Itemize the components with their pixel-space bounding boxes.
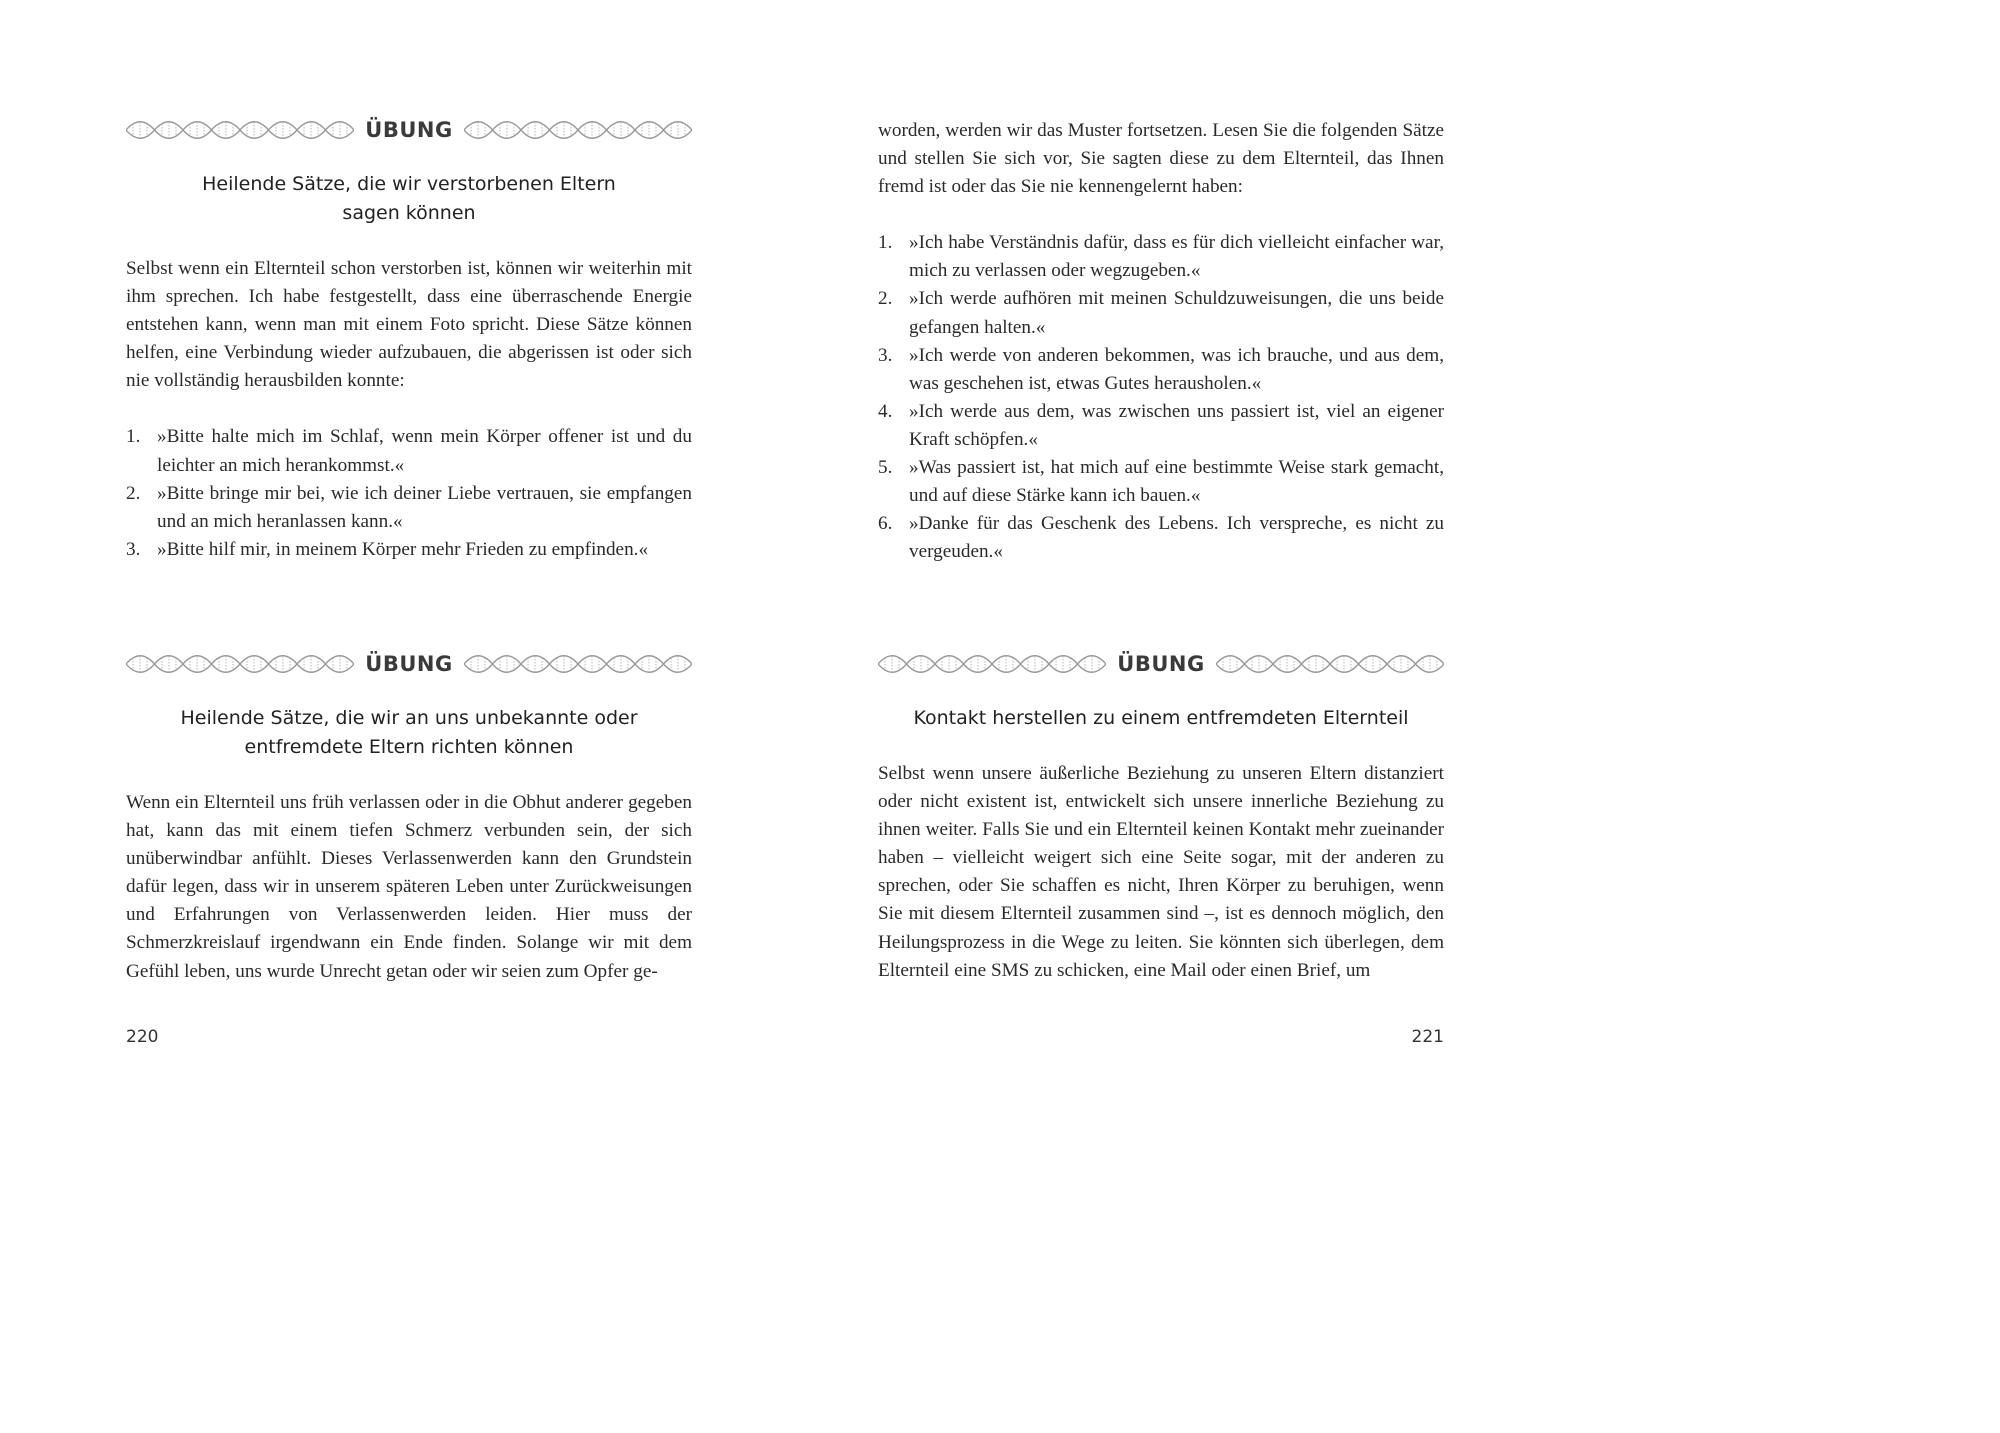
dna-helix-ornament-icon [126,118,354,142]
exercise-3 [878,647,1444,985]
list-item [878,229,1444,285]
left-page [126,0,692,1117]
continuation-text: worden, werden wir das Muster fortsetzen. Lesen Sie die folgenden Sätze und stellen Sie sich vor, Sie sagten diese zu dem Elternteil, das Ihnen fremd ist oder das Sie nie kennengelernt haben: [878,120,1444,198]
list-text: »Ich werde aufhören mit meinen Schuldzuweisungen, die uns beide gefangen halten.« [909,288,1444,338]
list-text: »Ich werde von anderen bekommen, was ich brauche, und aus dem, was geschehen ist, etwas Gutes herausholen.« [909,344,1444,394]
exercise-3-body: Selbst wenn unsere äußerliche Beziehung zu unseren Eltern distanziert oder nicht existent ist, entwickelt sich unsere innerliche Beziehung zu ihnen weiter. Falls Sie und ein Elternteil keinen Kontakt mehr zueinander haben – vielleicht weigert sich eine Seite sogar, mit der anderen zu sprechen, oder Sie schaffen es nicht, Ihren Körper zu beruhigen, wenn Sie mit diesem Elternteil zusammen sind –, ist es dennoch möglich, den Heilungsprozess in die Wege zu leiten. Sie könnten sich überlegen, dem Elternteil eine SMS zu schicken, eine Mail oder einen Brief, um [878,763,1444,981]
heading-line: entfremdete Eltern richten können [244,736,574,758]
list-text: »Ich werde aus dem, was zwischen uns passiert ist, viel an eigener Kraft schöpfen.« [909,400,1444,450]
list-text: »Bitte hilf mir, in meinem Körper mehr Frieden zu empfinden.« [157,538,649,560]
right-list [878,229,1444,566]
heading-line: sagen können [342,202,476,224]
dna-helix-ornament-icon [1216,652,1444,676]
list-number: 4. [878,400,893,422]
page-number-left: 220 [126,1027,159,1047]
list-text: »Danke für das Geschenk des Lebens. Ich verspreche, es nicht zu vergeuden.« [909,513,1444,563]
exercise-3-rule [878,647,1444,681]
list-text: »Ich habe Verständnis dafür, dass es für dich vielleicht einfacher war, mich zu verlassen oder wegzugeben.« [909,232,1444,282]
dna-helix-ornament-icon [464,652,692,676]
list-number: 3. [126,538,141,560]
list-number: 5. [878,457,893,479]
exercise-label: ÜBUNG [365,118,453,142]
dna-helix-ornament-icon [126,652,354,676]
list-text: »Bitte halte mich im Schlaf, wenn mein Körper offener ist und du leichter an mich herankommst.« [157,426,692,476]
list-item [126,536,692,564]
list-item [126,423,692,479]
exercise-label: ÜBUNG [1117,652,1205,676]
exercise-1-body: Selbst wenn ein Elternteil schon verstorben ist, können wir weiterhin mit ihm sprechen. Ich habe festgestellt, dass eine überraschende Energie entstehen kann, wenn man mit einem Foto spricht. Diese Sätze können helfen, eine Verbindung wieder aufzubauen, die abgerissen ist oder sich nie vollständig herausbilden konnte: [126,258,692,392]
exercise-3-heading [878,704,1444,733]
list-text: »Was passiert ist, hat mich auf eine bestimmte Weise stark gemacht, und auf diese Stärke kann ich bauen.« [909,457,1444,507]
exercise-2-rule [126,647,692,681]
list-number: 3. [878,344,893,366]
heading-line: Heilende Sätze, die wir an uns unbekannte oder [180,707,638,729]
list-item [878,398,1444,454]
list-item [878,285,1444,341]
exercise-2 [126,647,692,986]
heading-line: Heilende Sätze, die wir verstorbenen Eltern [202,173,616,195]
list-number: 2. [126,482,141,504]
list-number: 1. [878,232,893,254]
exercise-1-rule [126,113,692,147]
exercise-1-heading [126,170,692,228]
exercise-label: ÜBUNG [365,652,453,676]
list-item [878,510,1444,566]
list-item [126,480,692,536]
exercise-2-heading [126,704,692,762]
continuation-block [878,117,1444,566]
exercise-2-body: Wenn ein Elternteil uns früh verlassen oder in die Obhut anderer gegeben hat, kann das mit einem tiefen Schmerz verbunden sein, der sich unüberwindbar anfühlt. Dieses Verlassenwerden kann den Grundstein dafür legen, dass wir in unserem späteren Leben unter Zurückweisungen und Erfahrungen von Verlassenwerden leiden. Hier muss der Schmerzkreislauf irgendwann ein Ende finden. Solange wir mit dem Gefühl leben, uns wurde Unrecht getan oder wir seien zum Opfer ge- [126,792,692,982]
list-number: 6. [878,513,893,535]
list-item [878,454,1444,510]
list-number: 1. [126,426,141,448]
exercise-1 [126,113,692,564]
exercise-1-list [126,423,692,563]
list-text: »Bitte bringe mir bei, wie ich deiner Liebe vertrauen, sie empfangen und an mich heranlassen kann.« [157,482,692,532]
page-number-right: 221 [1411,1027,1444,1047]
right-page [878,0,1444,1117]
dna-helix-ornament-icon [464,118,692,142]
heading-line: Kontakt herstellen zu einem entfremdeten Elternteil [913,707,1409,729]
list-item [878,342,1444,398]
dna-helix-ornament-icon [878,652,1106,676]
list-number: 2. [878,288,893,310]
